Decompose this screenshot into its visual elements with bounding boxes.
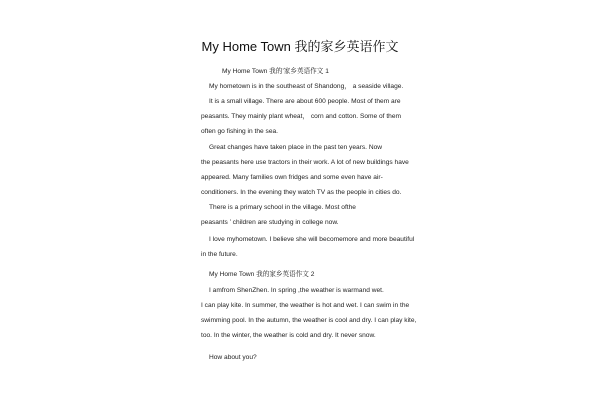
essay1-line: Great changes have taken place in the past ten years. Now [209, 144, 383, 151]
essay1-line: I love myhometown. I believe she will becomemore and more beautiful [209, 236, 415, 243]
essay2-line: swimming pool. In the autumn, the weather is cool and dry. I can play kite, [201, 317, 417, 324]
essay1-line: peasants ’ children are studying in college now. [201, 219, 339, 226]
essay1-line: peasants. They mainly plant wheat， corn and cotton. Some of them [201, 113, 401, 120]
essay1-line: the peasants here use tractors in their work. A lot of new buildings have [201, 159, 409, 166]
essay1-line: There is a primary school in the village. Most ofthe [209, 204, 356, 211]
essay2-line: I can play kite. In summer, the weather is hot and wet. I can swim in the [201, 302, 410, 309]
essay2-heading: My Home Town 我的家乡英语作文 2 [209, 271, 315, 278]
essay1-line: It is a small village. There are about 600 people. Most of them are [209, 98, 401, 105]
essay1-heading: My Home Town 我的’家乡英语作文 1 [222, 68, 329, 75]
essay1-line: in the future. [201, 251, 238, 258]
essay2-line: too. In the winter, the weather is cold and dry. It never snow. [201, 332, 376, 339]
essay1-line: My hometown is in the southeast of Shandong， a seaside village. [209, 83, 404, 90]
essay1-line: appeared. Many families own fridges and some even have air- [201, 174, 383, 181]
essay1-line: often go fishing in the sea. [201, 128, 278, 135]
essay2-line: I amfrom ShenZhen. In spring ,the weather is warmand wet. [209, 287, 384, 294]
essay2-line: How about you? [209, 354, 257, 361]
essay1-line: conditioners. In the evening they watch TV as the people in cities do. [201, 189, 402, 196]
document-title: My Home Town 我的家乡英语作文 [201, 39, 399, 54]
